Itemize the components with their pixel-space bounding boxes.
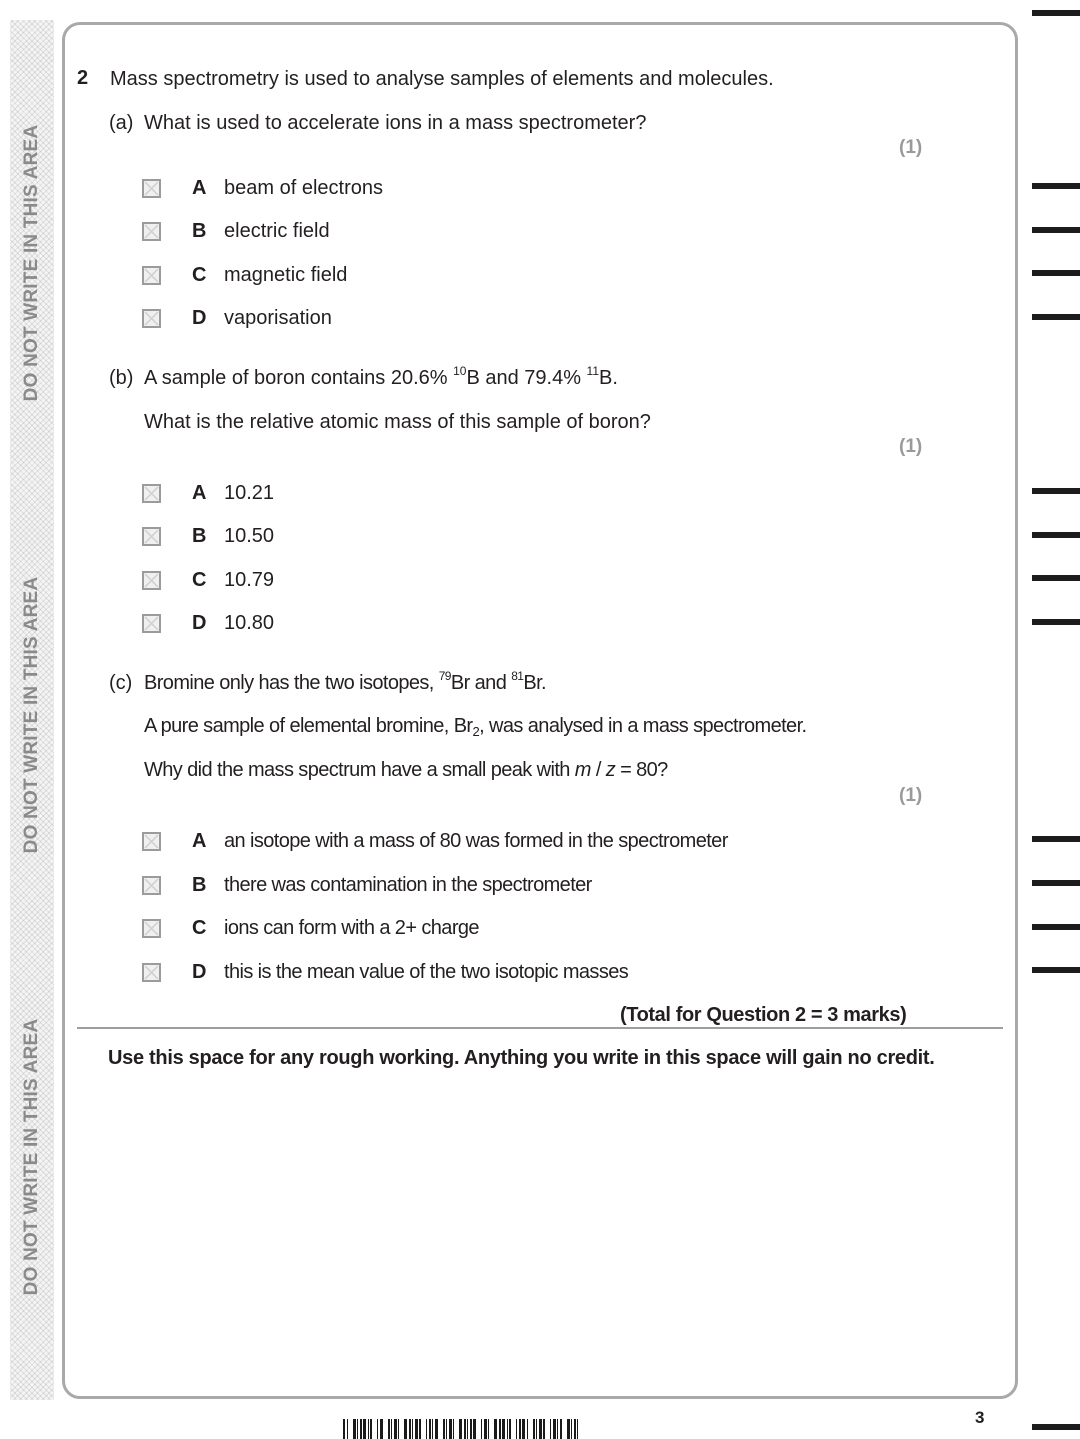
margin-tick-mark: [1032, 227, 1080, 233]
option-c-d[interactable]: [142, 960, 629, 984]
option-a-a[interactable]: [142, 176, 383, 200]
part-a-marks: (1): [899, 137, 923, 158]
answer-checkbox[interactable]: [142, 614, 161, 633]
option-text: electric field: [224, 219, 330, 242]
option-letter: C: [192, 263, 207, 286]
option-letter: D: [192, 306, 207, 329]
part-c-prompt: Bromine only has the two isotopes, $^{79}$Br and $^{81}$Br.: [144, 669, 546, 694]
option-text: 10.79: [224, 568, 275, 591]
margin-tick-mark: [1032, 270, 1080, 276]
option-letter: A: [192, 176, 207, 199]
option-letter: A: [192, 829, 206, 852]
answer-checkbox[interactable]: [142, 309, 161, 328]
option-c-b[interactable]: [142, 873, 592, 897]
answer-checkbox[interactable]: [142, 266, 161, 285]
part-b-label: (b): [109, 367, 134, 389]
margin-tick-mark: [1032, 10, 1080, 16]
option-b-d[interactable]: [142, 611, 275, 635]
option-text: this is the mean value of the two isotopic masses: [224, 960, 629, 983]
barcode: [343, 1419, 580, 1439]
option-text: ions can form with a 2+ charge: [224, 916, 479, 939]
rough-working-note: Use this space for any rough working. Anything you write in this space will gain no credit.: [108, 1047, 935, 1069]
question-stem: Mass spectrometry is used to analyse samples of elements and molecules.: [110, 68, 774, 90]
margin-tick-mark: [1032, 314, 1080, 320]
option-letter: C: [192, 916, 206, 939]
answer-checkbox[interactable]: [142, 876, 161, 895]
margin-tick-mark: [1032, 619, 1080, 625]
part-c-context: A pure sample of elemental bromine, $Br_2$, was analysed in a mass spectrometer.: [144, 715, 807, 739]
option-text: 10.21: [224, 481, 275, 504]
part-b-question: What is the relative atomic mass of this sample of boron?: [144, 411, 651, 433]
part-a-prompt: What is used to accelerate ions in a mass spectrometer?: [144, 112, 647, 134]
option-letter: D: [192, 960, 206, 983]
part-c-label: (c): [109, 672, 133, 694]
part-c-marks: (1): [899, 785, 923, 806]
margin-tick-mark: [1032, 532, 1080, 538]
option-letter: A: [192, 481, 207, 504]
question-number: 2: [77, 67, 89, 89]
answer-checkbox[interactable]: [142, 527, 161, 546]
option-b-a[interactable]: [142, 481, 275, 505]
option-text: vaporisation: [224, 306, 332, 329]
option-c-c[interactable]: [142, 916, 479, 940]
option-letter: D: [192, 611, 207, 634]
option-text: 10.80: [224, 611, 275, 634]
answer-checkbox[interactable]: [142, 571, 161, 590]
margin-tick-mark: [1032, 967, 1080, 973]
option-text: an isotope with a mass of 80 was formed in the spectrometer: [224, 829, 728, 852]
option-letter: B: [192, 524, 207, 547]
question-total: (Total for Question 2 = 3 marks): [620, 1004, 907, 1026]
option-c-a[interactable]: [142, 829, 728, 853]
margin-tick-mark: [1032, 488, 1080, 494]
margin-tick-mark: [1032, 836, 1080, 842]
option-text: magnetic field: [224, 263, 348, 286]
page-number: 3: [975, 1408, 985, 1427]
part-a-label: (a): [109, 112, 134, 134]
option-letter: C: [192, 568, 207, 591]
answer-checkbox[interactable]: [142, 963, 161, 982]
margin-tick-mark: [1032, 1424, 1080, 1430]
answer-checkbox[interactable]: [142, 179, 161, 198]
margin-tick-mark: [1032, 924, 1080, 930]
option-letter: B: [192, 873, 206, 896]
answer-checkbox[interactable]: [142, 919, 161, 938]
option-text: there was contamination in the spectrometer: [224, 873, 592, 896]
part-b-marks: (1): [899, 436, 923, 457]
part-c-question: Why did the mass spectrum have a small peak with m / z = 80?: [144, 759, 668, 781]
margin-tick-mark: [1032, 183, 1080, 189]
answer-checkbox[interactable]: [142, 222, 161, 241]
answer-checkbox[interactable]: [142, 484, 161, 503]
option-letter: B: [192, 219, 207, 242]
option-b-c[interactable]: [142, 568, 275, 592]
answer-checkbox[interactable]: [142, 832, 161, 851]
option-a-b[interactable]: [142, 219, 330, 243]
option-a-d[interactable]: [142, 306, 332, 330]
option-text: beam of electrons: [224, 176, 383, 199]
margin-tick-mark: [1032, 880, 1080, 886]
divider: [77, 1027, 1003, 1029]
option-text: 10.50: [224, 524, 275, 547]
part-b-prompt: A sample of boron contains 20.6% $^{10}$B and 79.4% $^{11}$B.: [144, 364, 618, 389]
margin-tick-mark: [1032, 575, 1080, 581]
option-a-c[interactable]: [142, 263, 348, 287]
option-b-b[interactable]: [142, 524, 275, 548]
